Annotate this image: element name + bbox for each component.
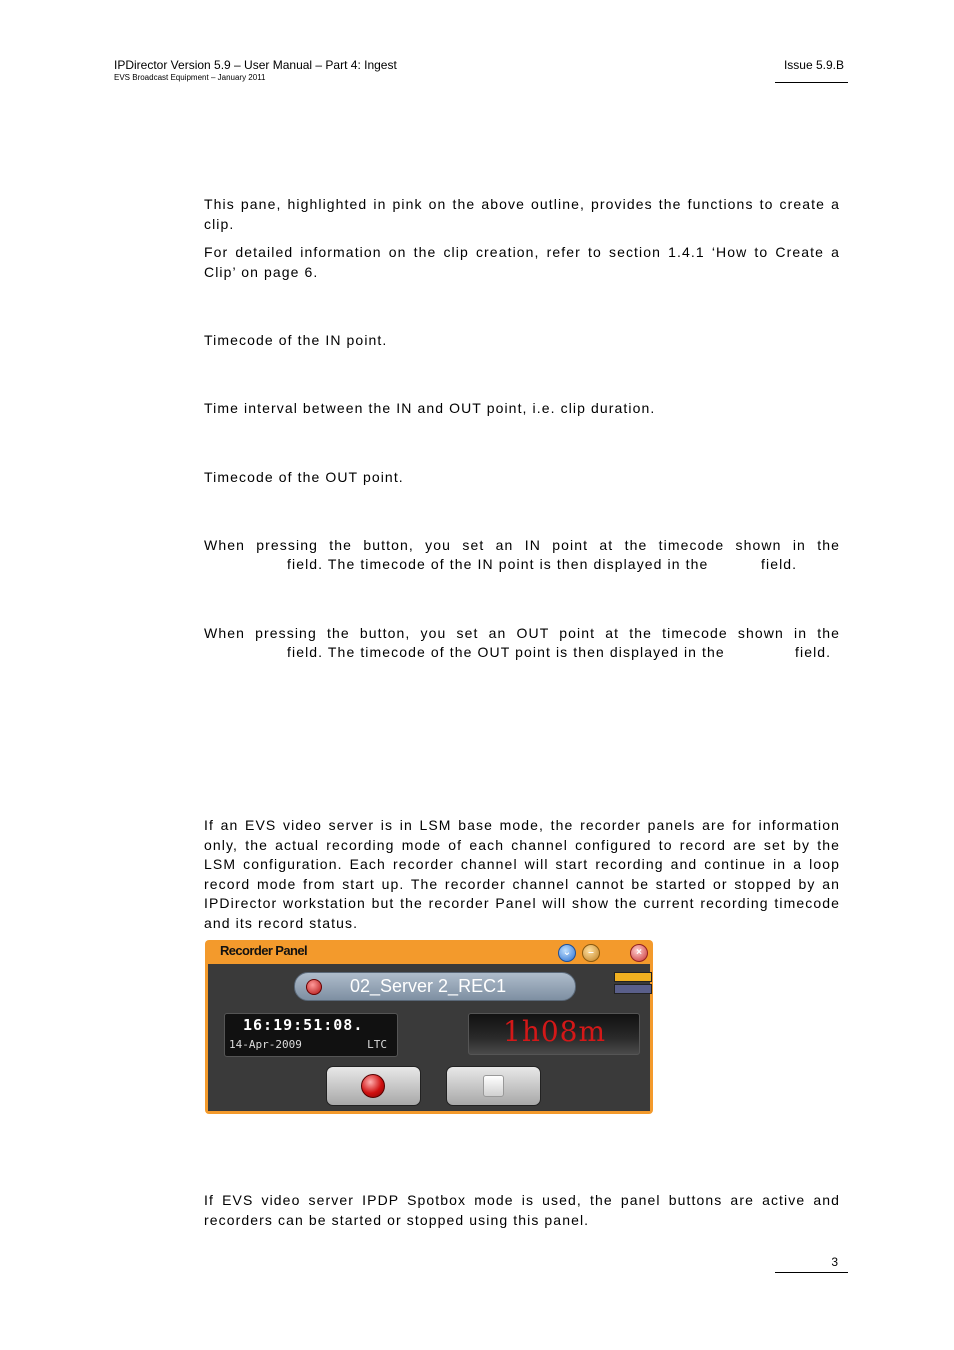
remaining-time-display (468, 1013, 640, 1055)
page-header (114, 58, 397, 83)
close-icon[interactable]: × (630, 944, 648, 962)
issue-label: Issue 5.9.B (783, 58, 844, 72)
recorder-panel-body (208, 964, 650, 1111)
timecode-type: LTC (367, 1038, 387, 1051)
page-footer (775, 1255, 848, 1273)
paragraph-intro: This pane, highlighted in pink on the above outline, provides the functions to create a clip. (204, 196, 840, 232)
paragraph-in-button-line2: field. The timecode of the IN point is then displayed in the (287, 556, 709, 572)
paragraph-duration: Time interval between the IN and OUT point, i.e. clip duration. (204, 400, 656, 416)
document-subtitle: EVS Broadcast Equipment – January 2011 (114, 73, 266, 82)
stop-button[interactable] (446, 1066, 541, 1106)
timecode-value: 16:19:51:08. (243, 1016, 364, 1034)
page-number: 3 (831, 1255, 838, 1269)
paragraph-in-timecode: Timecode of the IN point. (204, 332, 388, 348)
help-icon[interactable]: ⌄ (558, 944, 576, 962)
record-button[interactable] (326, 1066, 421, 1106)
timecode-date: 14-Apr-2009 (229, 1038, 302, 1051)
recorder-panel (205, 940, 653, 1114)
paragraph-out-timecode: Timecode of the OUT point. (204, 469, 404, 485)
paragraph-in-button-line1: When pressing the button, you set an IN point at the timecode shown in the (204, 537, 840, 553)
timecode-display (224, 1013, 398, 1057)
channel-name: 02_Server 2_REC1 (350, 976, 507, 996)
remaining-time-value: 1h08m (503, 1015, 607, 1048)
paragraph-out-button-line2: field. The timecode of the OUT point is then displayed in the (287, 644, 725, 660)
status-bar-top (614, 972, 652, 982)
channel-selector[interactable] (294, 972, 576, 1001)
minimize-icon[interactable]: – (582, 944, 600, 962)
record-status-icon (306, 979, 322, 995)
paragraph-lsm-mode: If an EVS video server is in LSM base mode, the recorder panels are for information only, the actual recording mode of each channel configured to record are set by the LSM configuration. Each recorder channel will start recording and continue in a loop record mode from start up. The recorder channel cannot be started or stopped by an IPDirector workstation but the recorder Panel will show the current recording timecode and its record status. (204, 817, 840, 931)
record-icon (361, 1074, 385, 1098)
paragraph-in-button-line2-end: field. (761, 556, 798, 572)
stop-icon (483, 1075, 504, 1097)
status-bar-bottom (614, 984, 652, 994)
document-title: IPDirector Version 5.9 – User Manual – Part 4: Ingest (114, 58, 397, 72)
paragraph-out-button-line1: When pressing the button, you set an OUT point at the timecode shown in the (204, 625, 840, 641)
recorder-panel-title: Recorder Panel (220, 943, 307, 958)
status-bars (614, 972, 650, 994)
paragraph-out-button-line2-end: field. (795, 644, 832, 660)
paragraph-spotbox-mode: If EVS video server IPDP Spotbox mode is used, the panel buttons are active and recorders can be started or stopped using this panel. (204, 1192, 840, 1228)
issue-box (775, 58, 848, 83)
paragraph-detail-ref: For detailed information on the clip creation, refer to section 1.4.1 ‘How to Create a Clip’ on page 6. (204, 244, 840, 280)
